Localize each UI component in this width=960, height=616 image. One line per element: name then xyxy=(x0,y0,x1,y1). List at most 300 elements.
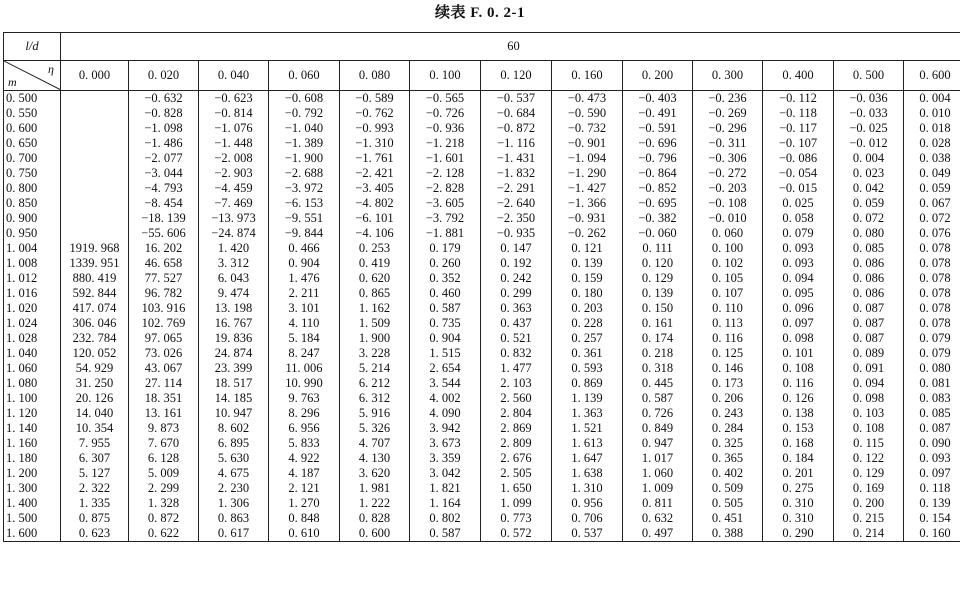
table-cell: 0. 206 xyxy=(693,391,763,406)
table-cell: 0. 863 xyxy=(199,511,269,526)
table-cell: 0. 460 xyxy=(410,286,481,301)
table-cell: 0. 388 xyxy=(693,526,763,542)
table-cell: 0. 059 xyxy=(834,196,904,211)
table-cell: 2. 809 xyxy=(481,436,552,451)
table-cell: 120. 052 xyxy=(61,346,129,361)
table-cell: −0. 112 xyxy=(763,91,834,107)
table-caption: 续表 F. 0. 2-1 xyxy=(434,5,526,21)
table-cell: −24. 874 xyxy=(199,226,269,241)
table-cell: 3. 042 xyxy=(410,466,481,481)
table-cell: 31. 250 xyxy=(61,376,129,391)
column-header: 0. 300 xyxy=(693,61,763,91)
table-cell: −0. 262 xyxy=(552,226,623,241)
table-cell: −0. 060 xyxy=(623,226,693,241)
row-m-value: 1. 200 xyxy=(4,466,61,481)
table-cell: 0. 600 xyxy=(340,526,410,542)
table-cell: 0. 118 xyxy=(904,481,960,496)
table-cell: 5. 326 xyxy=(340,421,410,436)
table-cell: 0. 060 xyxy=(693,226,763,241)
table-cell: 8. 602 xyxy=(199,421,269,436)
table-cell: −2. 688 xyxy=(269,166,340,181)
table-cell: 0. 179 xyxy=(410,241,481,256)
table-cell: −1. 094 xyxy=(552,151,623,166)
table-cell: 11. 006 xyxy=(269,361,340,376)
table-cell: −0. 935 xyxy=(481,226,552,241)
table-cell: 6. 212 xyxy=(340,376,410,391)
table-row xyxy=(4,241,960,256)
table-cell: 0. 218 xyxy=(623,346,693,361)
table-cell: 0. 095 xyxy=(763,286,834,301)
table-cell: −2. 291 xyxy=(481,181,552,196)
table-cell xyxy=(61,121,129,136)
table-cell: 2. 211 xyxy=(269,286,340,301)
table-cell: −1. 832 xyxy=(481,166,552,181)
table-cell: −0. 852 xyxy=(623,181,693,196)
table-cell: 2. 869 xyxy=(481,421,552,436)
table-cell: 14. 185 xyxy=(199,391,269,406)
table-row xyxy=(4,196,960,211)
table-cell: 0. 956 xyxy=(552,496,623,511)
table-cell: 9. 873 xyxy=(129,421,199,436)
header-row-eta xyxy=(4,61,960,91)
table-cell: −0. 382 xyxy=(623,211,693,226)
table-cell: 0. 153 xyxy=(763,421,834,436)
table-cell: −2. 350 xyxy=(481,211,552,226)
table-cell: −1. 098 xyxy=(129,121,199,136)
table-cell: −1. 218 xyxy=(410,136,481,151)
table-cell: 0. 072 xyxy=(834,211,904,226)
table-cell: −0. 726 xyxy=(410,106,481,121)
table-cell: 0. 466 xyxy=(269,241,340,256)
table-cell: −1. 076 xyxy=(199,121,269,136)
table-cell: 0. 080 xyxy=(834,226,904,241)
table-cell: 0. 253 xyxy=(340,241,410,256)
table-body xyxy=(4,91,960,542)
table-cell: 0. 093 xyxy=(763,256,834,271)
table-cell: 16. 767 xyxy=(199,316,269,331)
table-cell: 2. 804 xyxy=(481,406,552,421)
table-cell: 0. 079 xyxy=(763,226,834,241)
table-row xyxy=(4,316,960,331)
row-m-value: 1. 020 xyxy=(4,301,61,316)
table-cell: 0. 139 xyxy=(552,256,623,271)
table-cell: 0. 067 xyxy=(904,196,960,211)
table-cell: 0. 214 xyxy=(834,526,904,542)
table-cell: 0. 102 xyxy=(693,256,763,271)
table-row xyxy=(4,256,960,271)
table-cell: 0. 098 xyxy=(763,331,834,346)
table-cell: 0. 139 xyxy=(623,286,693,301)
table-cell: 0. 126 xyxy=(763,391,834,406)
table-cell: 0. 107 xyxy=(693,286,763,301)
row-m-value: 0. 600 xyxy=(4,121,61,136)
table-cell: 14. 040 xyxy=(61,406,129,421)
table-cell: 0. 079 xyxy=(904,346,960,361)
table-cell: 0. 150 xyxy=(623,301,693,316)
table-cell: 4. 675 xyxy=(199,466,269,481)
table-cell: 0. 116 xyxy=(693,331,763,346)
header-row-ld xyxy=(4,33,960,61)
table-cell: −0. 762 xyxy=(340,106,410,121)
table-cell: 1. 515 xyxy=(410,346,481,361)
table-cell: 0. 505 xyxy=(693,496,763,511)
table-cell: 0. 299 xyxy=(481,286,552,301)
table-cell: 0. 509 xyxy=(693,481,763,496)
table-cell: 6. 043 xyxy=(199,271,269,286)
table-cell: 0. 078 xyxy=(904,241,960,256)
table-cell xyxy=(61,151,129,166)
table-cell: 0. 228 xyxy=(552,316,623,331)
row-m-value: 1. 040 xyxy=(4,346,61,361)
table-cell: 4. 187 xyxy=(269,466,340,481)
column-header: 0. 120 xyxy=(481,61,552,91)
table-cell: 0. 083 xyxy=(904,391,960,406)
table-cell: 0. 103 xyxy=(834,406,904,421)
table-cell: 0. 451 xyxy=(693,511,763,526)
table-cell: 4. 130 xyxy=(340,451,410,466)
table-cell: −6. 101 xyxy=(340,211,410,226)
table-cell: 0. 201 xyxy=(763,466,834,481)
table-cell: −0. 936 xyxy=(410,121,481,136)
header-eta-label: η xyxy=(48,62,54,76)
table-cell: 19. 836 xyxy=(199,331,269,346)
table-cell: −0. 236 xyxy=(693,91,763,107)
row-m-value: 1. 016 xyxy=(4,286,61,301)
table-cell: 13. 198 xyxy=(199,301,269,316)
table-cell: 0. 139 xyxy=(904,496,960,511)
table-cell: 3. 673 xyxy=(410,436,481,451)
row-m-value: 0. 800 xyxy=(4,181,61,196)
table-cell: −0. 107 xyxy=(763,136,834,151)
table-cell: 0. 610 xyxy=(269,526,340,542)
table-cell: −4. 793 xyxy=(129,181,199,196)
row-m-value: 1. 008 xyxy=(4,256,61,271)
table-cell: 4. 110 xyxy=(269,316,340,331)
table-cell: 1. 638 xyxy=(552,466,623,481)
column-header: 0. 080 xyxy=(340,61,410,91)
table-cell: −1. 448 xyxy=(199,136,269,151)
table-cell: 0. 445 xyxy=(623,376,693,391)
table-cell: 0. 079 xyxy=(904,331,960,346)
table-cell: 6. 956 xyxy=(269,421,340,436)
table-row xyxy=(4,181,960,196)
table-cell: 0. 125 xyxy=(693,346,763,361)
table-cell: 0. 094 xyxy=(834,376,904,391)
table-cell: 880. 419 xyxy=(61,271,129,286)
table-cell: 10. 947 xyxy=(199,406,269,421)
table-cell: 0. 115 xyxy=(834,436,904,451)
table-cell xyxy=(61,196,129,211)
table-cell: 0. 365 xyxy=(693,451,763,466)
table-cell: 0. 587 xyxy=(623,391,693,406)
table-row xyxy=(4,331,960,346)
table-cell: 5. 009 xyxy=(129,466,199,481)
table-row xyxy=(4,106,960,121)
header-m-label: m xyxy=(8,75,17,89)
table-cell: 27. 114 xyxy=(129,376,199,391)
table-cell: 0. 802 xyxy=(410,511,481,526)
table-cell: 0. 173 xyxy=(693,376,763,391)
table-cell: −0. 311 xyxy=(693,136,763,151)
table-cell: 1. 650 xyxy=(481,481,552,496)
table-cell: −3. 792 xyxy=(410,211,481,226)
table-cell: 0. 004 xyxy=(904,91,960,107)
table-cell: 0. 318 xyxy=(623,361,693,376)
table-cell: 0. 100 xyxy=(693,241,763,256)
table-cell: 2. 560 xyxy=(481,391,552,406)
table-cell: 1. 981 xyxy=(340,481,410,496)
table-cell: 0. 087 xyxy=(834,331,904,346)
table-cell: −2. 421 xyxy=(340,166,410,181)
table-cell: 0. 078 xyxy=(904,286,960,301)
table-cell: −0. 565 xyxy=(410,91,481,107)
table-cell: 1. 328 xyxy=(129,496,199,511)
coefficient-table xyxy=(3,32,960,542)
table-cell: 1. 009 xyxy=(623,481,693,496)
table-cell: 0. 078 xyxy=(904,316,960,331)
table-cell: 306. 046 xyxy=(61,316,129,331)
table-cell: 0. 169 xyxy=(834,481,904,496)
header-ld-text: l/d xyxy=(25,39,39,53)
row-m-value: 1. 140 xyxy=(4,421,61,436)
table-cell: 0. 593 xyxy=(552,361,623,376)
table-cell: 6. 128 xyxy=(129,451,199,466)
table-cell: 1. 521 xyxy=(552,421,623,436)
table-cell: 0. 018 xyxy=(904,121,960,136)
table-cell: 0. 049 xyxy=(904,166,960,181)
table-cell: 102. 769 xyxy=(129,316,199,331)
table-cell: −2. 903 xyxy=(199,166,269,181)
table-cell: 0. 098 xyxy=(834,391,904,406)
table-cell: 0. 116 xyxy=(763,376,834,391)
row-m-value: 0. 900 xyxy=(4,211,61,226)
table-cell: 0. 587 xyxy=(410,301,481,316)
table-cell: 0. 161 xyxy=(623,316,693,331)
table-cell: 0. 872 xyxy=(129,511,199,526)
table-cell: 0. 587 xyxy=(410,526,481,542)
table-cell: 46. 658 xyxy=(129,256,199,271)
table-cell: 0. 072 xyxy=(904,211,960,226)
table-cell: 0. 090 xyxy=(904,436,960,451)
table-cell: 97. 065 xyxy=(129,331,199,346)
table-cell: −1. 761 xyxy=(340,151,410,166)
table-cell: −0. 590 xyxy=(552,106,623,121)
table-cell: 0. 154 xyxy=(904,511,960,526)
table-cell: 1. 310 xyxy=(552,481,623,496)
table-cell: 0. 632 xyxy=(623,511,693,526)
row-m-value: 1. 300 xyxy=(4,481,61,496)
table-row xyxy=(4,286,960,301)
table-cell: 0. 257 xyxy=(552,331,623,346)
table-cell: 0. 159 xyxy=(552,271,623,286)
table-cell: 1. 821 xyxy=(410,481,481,496)
table-cell: −1. 389 xyxy=(269,136,340,151)
table-cell: 0. 025 xyxy=(763,196,834,211)
table-cell: 0. 904 xyxy=(410,331,481,346)
table-cell: 1. 099 xyxy=(481,496,552,511)
column-header: 0. 500 xyxy=(834,61,904,91)
table-cell: −0. 537 xyxy=(481,91,552,107)
table-cell: 0. 617 xyxy=(199,526,269,542)
table-cell: 0. 042 xyxy=(834,181,904,196)
table-cell: −4. 459 xyxy=(199,181,269,196)
table-cell: 0. 058 xyxy=(763,211,834,226)
table-cell: 18. 351 xyxy=(129,391,199,406)
table-cell: −0. 796 xyxy=(623,151,693,166)
table-cell: 0. 087 xyxy=(834,316,904,331)
table-cell: 1. 477 xyxy=(481,361,552,376)
table-cell: 0. 093 xyxy=(763,241,834,256)
table-cell: −0. 272 xyxy=(693,166,763,181)
table-cell: 0. 402 xyxy=(693,466,763,481)
table-cell: −0. 864 xyxy=(623,166,693,181)
table-cell: 0. 010 xyxy=(904,106,960,121)
table-cell: 0. 105 xyxy=(693,271,763,286)
table-cell: 1339. 951 xyxy=(61,256,129,271)
table-cell: 0. 038 xyxy=(904,151,960,166)
table-cell: 0. 168 xyxy=(763,436,834,451)
table-cell: 0. 101 xyxy=(763,346,834,361)
table-cell: 0. 275 xyxy=(763,481,834,496)
table-cell: −0. 696 xyxy=(623,136,693,151)
table-cell: −0. 118 xyxy=(763,106,834,121)
table-cell: 6. 312 xyxy=(340,391,410,406)
table-cell: −9. 844 xyxy=(269,226,340,241)
header-ld-label xyxy=(4,33,61,61)
table-cell: 0. 111 xyxy=(623,241,693,256)
table-cell: 4. 707 xyxy=(340,436,410,451)
table-cell: 0. 622 xyxy=(129,526,199,542)
table-cell: 0. 875 xyxy=(61,511,129,526)
table-cell: 0. 129 xyxy=(834,466,904,481)
table-cell: 0. 947 xyxy=(623,436,693,451)
row-m-value: 1. 400 xyxy=(4,496,61,511)
table-cell: −1. 366 xyxy=(552,196,623,211)
row-m-value: 1. 080 xyxy=(4,376,61,391)
table-cell xyxy=(61,136,129,151)
table-cell: −0. 589 xyxy=(340,91,410,107)
table-cell: −0. 901 xyxy=(552,136,623,151)
table-cell: −0. 033 xyxy=(834,106,904,121)
table-cell: −2. 128 xyxy=(410,166,481,181)
table-cell: −0. 632 xyxy=(129,91,199,107)
row-m-value: 1. 180 xyxy=(4,451,61,466)
table-cell: −0. 269 xyxy=(693,106,763,121)
table-cell: −6. 153 xyxy=(269,196,340,211)
table-cell: 18. 517 xyxy=(199,376,269,391)
table-cell: 0. 521 xyxy=(481,331,552,346)
table-cell: 0. 904 xyxy=(269,256,340,271)
table-cell: 0. 290 xyxy=(763,526,834,542)
table-cell: 0. 706 xyxy=(552,511,623,526)
table-cell: −1. 601 xyxy=(410,151,481,166)
table-cell: 3. 544 xyxy=(410,376,481,391)
row-m-value: 1. 028 xyxy=(4,331,61,346)
table-cell xyxy=(61,226,129,241)
table-row xyxy=(4,391,960,406)
table-row xyxy=(4,151,960,166)
table-row xyxy=(4,121,960,136)
table-cell: 0. 828 xyxy=(340,511,410,526)
table-cell xyxy=(61,181,129,196)
table-cell: 0. 097 xyxy=(763,316,834,331)
table-row xyxy=(4,211,960,226)
table-cell: 0. 200 xyxy=(834,496,904,511)
table-cell: 0. 623 xyxy=(61,526,129,542)
table-cell: −2. 077 xyxy=(129,151,199,166)
table-cell: 7. 955 xyxy=(61,436,129,451)
table-cell: 0. 122 xyxy=(834,451,904,466)
table-cell: −1. 040 xyxy=(269,121,340,136)
table-cell: 1. 476 xyxy=(269,271,340,286)
header-ld-value: 60 xyxy=(61,33,960,61)
table-cell: 3. 228 xyxy=(340,346,410,361)
table-cell: 5. 916 xyxy=(340,406,410,421)
table-cell: 0. 078 xyxy=(904,301,960,316)
table-cell: 417. 074 xyxy=(61,301,129,316)
table-cell: 0. 310 xyxy=(763,496,834,511)
table-cell: 4. 002 xyxy=(410,391,481,406)
table-cell: 0. 081 xyxy=(904,376,960,391)
table-cell: 0. 865 xyxy=(340,286,410,301)
table-cell xyxy=(61,106,129,121)
table-row xyxy=(4,406,960,421)
table-cell: 5. 833 xyxy=(269,436,340,451)
table-cell: 0. 108 xyxy=(763,361,834,376)
table-cell: −55. 606 xyxy=(129,226,199,241)
table-cell: 0. 138 xyxy=(763,406,834,421)
column-header: 0. 100 xyxy=(410,61,481,91)
column-header: 0. 600 xyxy=(904,61,960,91)
table-cell: −4. 802 xyxy=(340,196,410,211)
table-cell: 0. 146 xyxy=(693,361,763,376)
row-m-value: 1. 024 xyxy=(4,316,61,331)
table-cell: −0. 108 xyxy=(693,196,763,211)
table-cell: 0. 869 xyxy=(552,376,623,391)
table-cell: −8. 454 xyxy=(129,196,199,211)
table-row xyxy=(4,511,960,526)
table-cell: −0. 306 xyxy=(693,151,763,166)
table-cell: 0. 180 xyxy=(552,286,623,301)
table-cell: 0. 097 xyxy=(904,466,960,481)
table-cell: −1. 290 xyxy=(552,166,623,181)
table-cell: 1. 139 xyxy=(552,391,623,406)
table-row xyxy=(4,301,960,316)
row-m-value: 1. 100 xyxy=(4,391,61,406)
table-cell: 5. 127 xyxy=(61,466,129,481)
table-cell: 0. 726 xyxy=(623,406,693,421)
table-cell: −2. 640 xyxy=(481,196,552,211)
table-cell: −1. 116 xyxy=(481,136,552,151)
table-cell: 2. 103 xyxy=(481,376,552,391)
table-cell: 2. 654 xyxy=(410,361,481,376)
table-cell: −0. 872 xyxy=(481,121,552,136)
row-m-value: 1. 120 xyxy=(4,406,61,421)
table-cell: 1. 162 xyxy=(340,301,410,316)
table-cell: 0. 361 xyxy=(552,346,623,361)
table-cell: 2. 322 xyxy=(61,481,129,496)
table-cell: 0. 086 xyxy=(834,286,904,301)
table-cell: −0. 608 xyxy=(269,91,340,107)
table-cell: 0. 537 xyxy=(552,526,623,542)
table-cell: 0. 085 xyxy=(834,241,904,256)
table-cell: 0. 004 xyxy=(834,151,904,166)
table-cell: 0. 260 xyxy=(410,256,481,271)
table-cell: 0. 091 xyxy=(834,361,904,376)
table-cell: 0. 363 xyxy=(481,301,552,316)
table-cell: 4. 922 xyxy=(269,451,340,466)
table-cell: −0. 828 xyxy=(129,106,199,121)
